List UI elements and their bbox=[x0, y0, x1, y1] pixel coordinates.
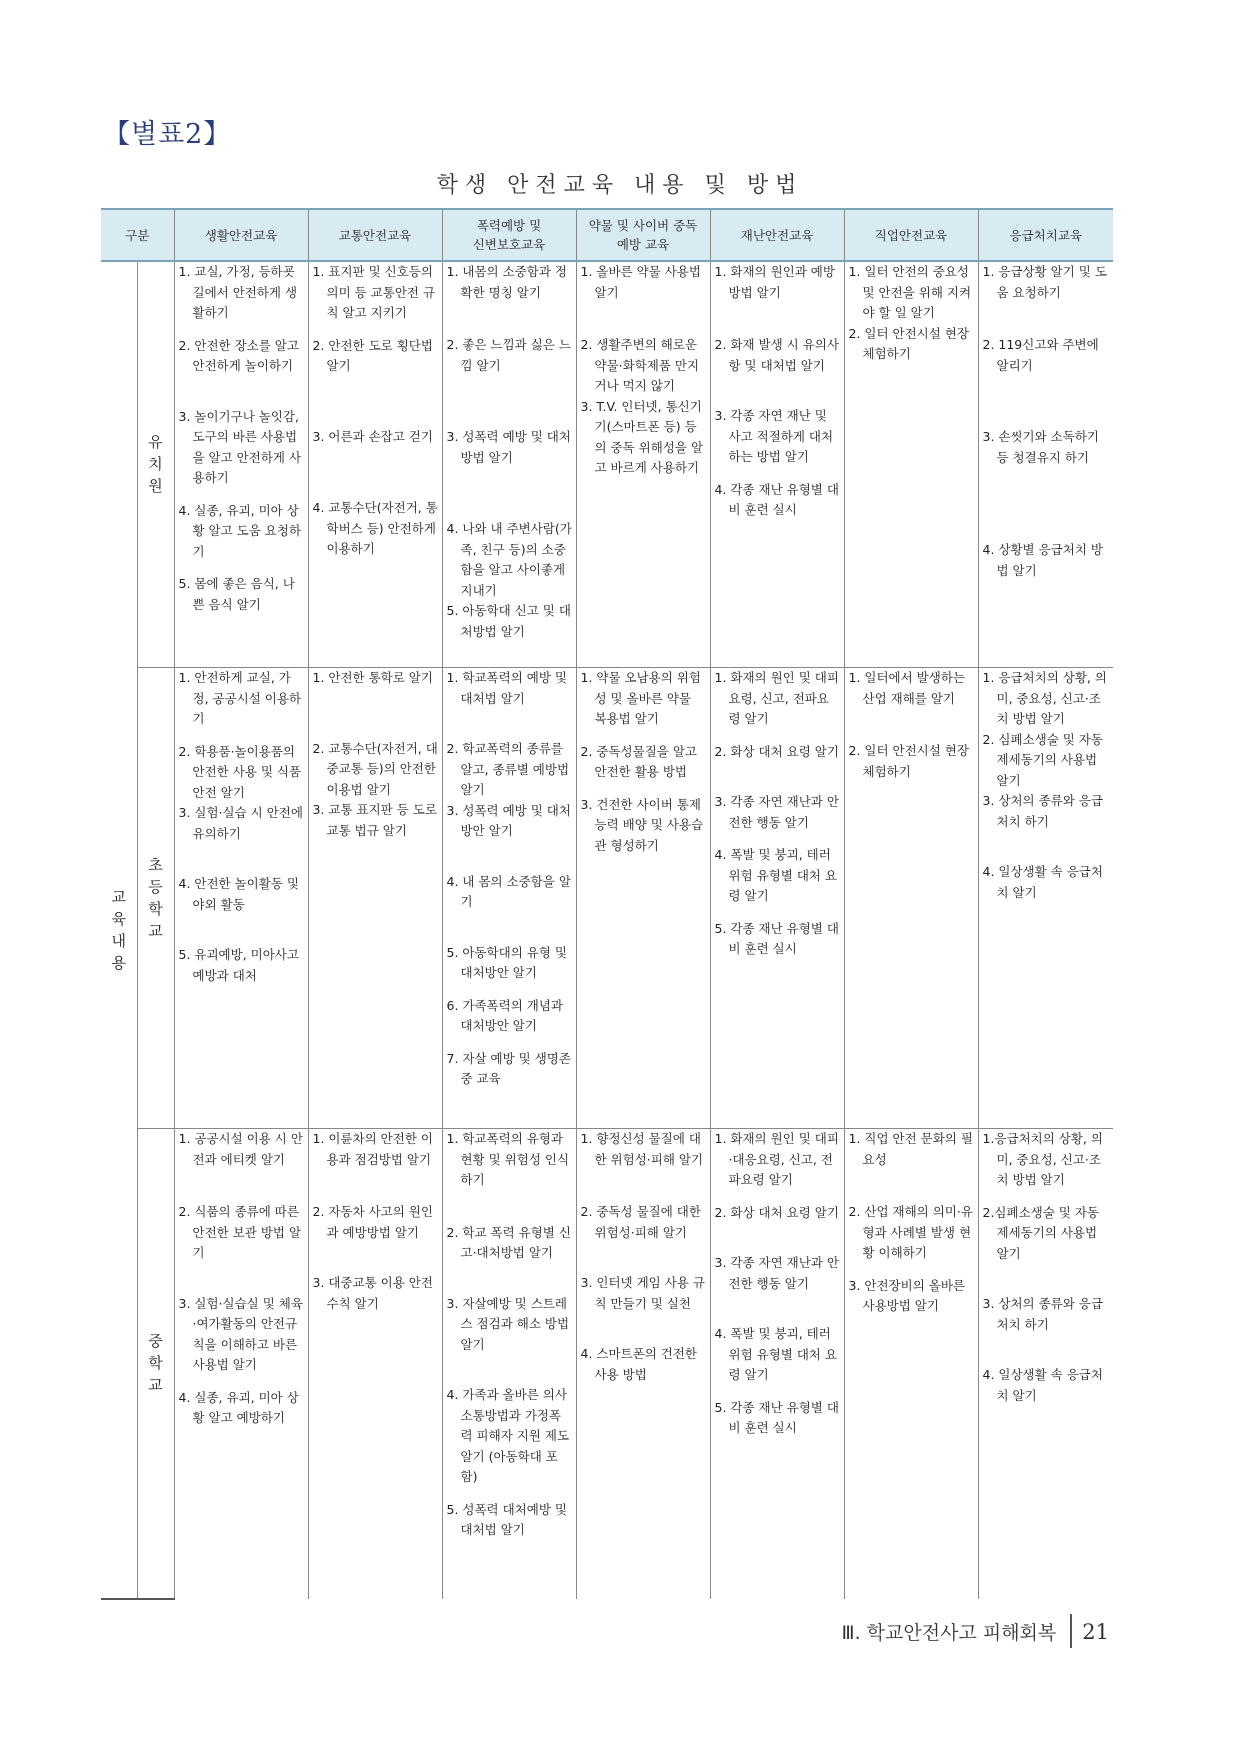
content-item: 2. 중독성물질을 알고 안전한 활용 방법 bbox=[580, 743, 697, 779]
content-item: 3. 대중교통 이용 안전수칙 알기 bbox=[312, 1275, 433, 1311]
content-item: 1. 표지판 및 신호등의 의미 등 교통안전 규칙 알고 지키기 bbox=[312, 264, 436, 320]
content-item: 5. 몸에 좋은 음식, 나쁜 음식 알기 bbox=[178, 576, 295, 612]
content-item: 2. 화상 대처 요령 알기 bbox=[714, 1204, 839, 1220]
content-item: 2. 생활주변의 해로운 약물·화학제품 만지거나 먹지 않기 bbox=[580, 337, 700, 393]
content-item: 3. 성폭력 예방 및 대처방안 알기 bbox=[446, 802, 571, 838]
content-item: 5. 아동학대의 유형 및 대처방안 알기 bbox=[446, 944, 567, 980]
content-item: 3. 자살예방 및 스트레스 점검과 해소 방법 알기 bbox=[446, 1295, 570, 1352]
content-item: 2. 학교폭력의 종류를 알고, 종류별 예방법 알기 bbox=[446, 741, 570, 797]
content-item: 1. 안전한 통학로 알기 bbox=[312, 670, 433, 685]
content-item: 1. 응급상황 알기 및 도움 요청하기 bbox=[982, 264, 1107, 300]
content-item: 2. 심폐소생술 및 자동제세동기의 사용법 알기 bbox=[982, 731, 1103, 788]
content-cell bbox=[710, 668, 844, 1129]
content-item: 3. 손씻기와 소독하기 등 청결유지 하기 bbox=[982, 429, 1099, 465]
content-item: 1. 안전하게 교실, 가정, 공공시설 이용하기 bbox=[178, 670, 302, 726]
row-group-label bbox=[101, 261, 137, 1599]
footer-section: Ⅲ. 학교안전사고 피해회복 bbox=[841, 1622, 1057, 1644]
content-item: 1. 교실, 가정, 등하굣길에서 안전하게 생활하기 bbox=[178, 264, 298, 320]
content-item: 2. 학교 폭력 유형별 신고·대처방법 알기 bbox=[446, 1224, 571, 1260]
content-cell bbox=[844, 1129, 978, 1600]
content-item: 2. 119신고와 주변에 알리기 bbox=[982, 337, 1099, 373]
content-item: 4. 안전한 놀이활동 및 야외 활동 bbox=[178, 876, 299, 912]
content-item: 1. 학교폭력의 예방 및 대처법 알기 bbox=[446, 670, 567, 706]
content-item: 3. 상처의 종류와 응급처치 하기 bbox=[982, 793, 1103, 829]
content-cell bbox=[978, 261, 1113, 668]
content-item: 1.응급처치의 상황, 의미, 중요성, 신고·조치 방법 알기 bbox=[982, 1131, 1103, 1187]
content-cell bbox=[576, 1129, 710, 1600]
content-item: 1. 내몸의 소중함과 정확한 명칭 알기 bbox=[446, 264, 567, 300]
content-item: 5. 유괴예방, 미아사고 예방과 대처 bbox=[178, 947, 299, 983]
level-row bbox=[101, 1129, 1113, 1600]
content-item: 4. 실종, 유괴, 미아 상황 알고 도움 요청하기 bbox=[178, 502, 302, 559]
content-item: 4. 폭발 및 붕괴, 테러 위험 유형별 대처 요령 알기 bbox=[714, 1326, 838, 1382]
content-cell bbox=[308, 668, 442, 1129]
content-item: 3. 실험·실습 시 안전에 유의하기 bbox=[178, 805, 303, 841]
content-item: 1. 화재의 원인과 예방방법 알기 bbox=[714, 264, 835, 300]
row-group-text: 교육내용 bbox=[111, 887, 126, 972]
content-cell bbox=[844, 668, 978, 1129]
document-title: 학생 안전교육 내용 및 방법 bbox=[436, 173, 804, 198]
content-item: 3. T.V. 인터넷, 통신기기(스마트폰 등) 등의 중독 위해성을 알고 바르게 사용하기 bbox=[580, 398, 704, 475]
content-item: 5. 성폭력 대처예방 및 대처법 알기 bbox=[446, 1501, 567, 1537]
content-item: 4. 각종 재난 유형별 대비 훈련 실시 bbox=[714, 481, 839, 517]
content-item: 4. 일상생활 속 응급처치 알기 bbox=[982, 864, 1103, 900]
content-item: 1. 일터 안전의 중요성 및 안전을 위해 지켜야 할 일 알기 bbox=[848, 264, 972, 320]
header-column: 폭력예방 및 신변보호교육 bbox=[442, 209, 576, 261]
content-item: 2. 좋은 느낌과 싫은 느낌 알기 bbox=[446, 337, 571, 373]
content-cell bbox=[308, 261, 442, 668]
safety-education-table bbox=[101, 208, 1113, 1600]
content-cell bbox=[576, 261, 710, 668]
content-item: 2. 일터 안전시설 현장 체험하기 bbox=[848, 743, 969, 779]
content-item: 7. 자살 예방 및 생명존중 교육 bbox=[446, 1050, 571, 1086]
content-cell bbox=[576, 668, 710, 1129]
header-category: 구분 bbox=[101, 209, 174, 261]
content-item: 1. 향정신성 물질에 대한 위험성·피해 알기 bbox=[580, 1131, 704, 1167]
level-row bbox=[101, 668, 1113, 1129]
content-item: 4. 상황별 응급처치 방법 알기 bbox=[982, 542, 1103, 578]
header-column: 약물 및 사이버 중독 예방 교육 bbox=[576, 209, 710, 261]
level-label bbox=[137, 668, 174, 1129]
content-item: 1. 약물 오남용의 위험성 및 올바른 약물 복용법 알기 bbox=[580, 670, 701, 726]
content-cell bbox=[442, 668, 576, 1129]
level-label-text: 유치원 bbox=[148, 433, 163, 496]
level-row bbox=[101, 261, 1113, 668]
content-item: 1. 화재의 원인 및 대피요령, 신고, 전파요령 알기 bbox=[714, 670, 839, 726]
content-item: 1. 이륜차의 안전한 이용과 점검방법 알기 bbox=[312, 1131, 433, 1167]
content-item: 2. 학용품·놀이용품의 안전한 사용 및 식품 안전 알기 bbox=[178, 743, 302, 800]
header-column: 직업안전교육 bbox=[844, 209, 978, 261]
content-cell bbox=[978, 668, 1113, 1129]
header-column: 생활안전교육 bbox=[174, 209, 308, 261]
content-item: 2.심폐소생술 및 자동제세동기의 사용법 알기 bbox=[982, 1204, 1099, 1261]
content-item: 1. 응급처치의 상황, 의미, 중요성, 신고·조치 방법 알기 bbox=[982, 670, 1107, 726]
level-label bbox=[137, 1129, 174, 1600]
content-cell bbox=[174, 1129, 308, 1600]
level-label bbox=[137, 261, 174, 668]
content-item: 2. 화재 발생 시 유의사항 및 대처법 알기 bbox=[714, 337, 839, 373]
content-cell bbox=[174, 668, 308, 1129]
content-item: 3. 놀이기구나 놀잇감, 도구의 바른 사용법을 알고 안전하게 사용하기 bbox=[178, 408, 302, 485]
content-item: 4. 내 몸의 소중함을 알기 bbox=[446, 873, 571, 909]
content-item: 4. 스마트폰의 건전한 사용 방법 bbox=[580, 1346, 697, 1382]
level-label-text: 초등학교 bbox=[148, 855, 163, 940]
content-item: 5. 각종 재난 유형별 대비 훈련 실시 bbox=[714, 1399, 839, 1435]
content-item: 1. 직업 안전 문화의 필요성 bbox=[848, 1131, 973, 1167]
content-item: 2. 안전한 장소를 알고 안전하게 놀이하기 bbox=[178, 337, 299, 373]
content-item: 1. 일터에서 발생하는 산업 재해를 알기 bbox=[848, 670, 965, 706]
content-item: 2. 안전한 도로 횡단법 알기 bbox=[312, 337, 433, 373]
content-item: 5. 각종 재난 유형별 대비 훈련 실시 bbox=[714, 920, 839, 956]
content-item: 4. 나와 내 주변사람(가족, 친구 등)의 소중함을 알고 사이좋게 지내기 bbox=[446, 521, 572, 598]
page-footer bbox=[842, 1618, 1110, 1648]
content-item: 4. 실종, 유괴, 미아 상황 알고 예방하기 bbox=[178, 1389, 299, 1425]
content-item: 2. 화상 대처 요령 알기 bbox=[714, 743, 839, 759]
content-cell bbox=[442, 261, 576, 668]
content-item: 1. 올바른 약물 사용법 알기 bbox=[580, 264, 701, 300]
section-label: 【별표2】 bbox=[103, 119, 232, 150]
header-column: 재난안전교육 bbox=[710, 209, 844, 261]
content-cell bbox=[978, 1129, 1113, 1600]
content-item: 3. 실험·실습실 및 체육·여가활동의 안전규칙을 이해하고 바른 사용법 알기 bbox=[178, 1295, 303, 1372]
content-cell bbox=[710, 1129, 844, 1600]
content-item: 4. 일상생활 속 응급처치 알기 bbox=[982, 1367, 1103, 1403]
content-cell bbox=[174, 261, 308, 668]
content-item: 2. 중독성 물질에 대한 위험성·피해 알기 bbox=[580, 1204, 701, 1240]
content-cell bbox=[308, 1129, 442, 1600]
content-item: 1. 공공시설 이용 시 안전과 에티켓 알기 bbox=[178, 1131, 303, 1167]
content-item: 3. 각종 자연 재난 및 사고 적절하게 대처하는 방법 알기 bbox=[714, 408, 834, 464]
level-label-text: 중학교 bbox=[148, 1332, 163, 1395]
content-item: 2. 일터 안전시설 현장 체험하기 bbox=[848, 325, 969, 361]
content-item: 3. 교통 표지판 등 도로 교통 법규 알기 bbox=[312, 802, 437, 838]
content-item: 1. 화재의 원인 및 대피·대응요령, 신고, 전파요령 알기 bbox=[714, 1131, 839, 1187]
content-item: 2. 교통수단(자전거, 대중교통 등)의 안전한 이용법 알기 bbox=[312, 740, 438, 797]
content-cell bbox=[844, 261, 978, 668]
content-item: 3. 건전한 사이버 통제 능력 배양 및 사용습관 형성하기 bbox=[580, 796, 704, 853]
header-column: 응급처치교육 bbox=[978, 209, 1113, 261]
content-item: 6. 가족폭력의 개념과 대처방안 알기 bbox=[446, 997, 563, 1033]
content-item: 2. 자동차 사고의 원인과 예방방법 알기 bbox=[312, 1204, 433, 1240]
content-cell bbox=[442, 1129, 576, 1600]
content-item: 4. 가족과 올바른 의사소통방법과 가정폭력 피해자 지원 제도 알기 (아동학대 포함) bbox=[446, 1387, 570, 1484]
content-item: 3. 인터넷 게임 사용 규칙 만들기 및 실천 bbox=[580, 1275, 705, 1311]
content-cell bbox=[710, 261, 844, 668]
content-item: 1. 학교폭력의 유형과 현황 및 위험성 인식하기 bbox=[446, 1131, 570, 1187]
content-item: 3. 각종 자연 재난과 안전한 행동 알기 bbox=[714, 794, 839, 830]
content-item: 5. 아동학대 신고 및 대처방법 알기 bbox=[446, 603, 571, 639]
content-item: 2. 산업 재해의 의미·유형과 사례별 발생 현황 이해하기 bbox=[848, 1204, 973, 1260]
content-item: 3. 각종 자연 재난과 안전한 행동 알기 bbox=[714, 1255, 839, 1291]
header-column: 교통안전교육 bbox=[308, 209, 442, 261]
content-item: 2. 식품의 종류에 따른 안전한 보관 방법 알기 bbox=[178, 1204, 302, 1260]
page-number: 21 bbox=[1082, 1620, 1109, 1644]
content-item: 3. 성폭력 예방 및 대처방법 알기 bbox=[446, 429, 571, 465]
header-row bbox=[101, 209, 1113, 261]
content-item: 4. 폭발 및 붕괴, 테러 위험 유형별 대처 요령 알기 bbox=[714, 847, 838, 903]
content-item: 3. 안전장비의 올바른 사용방법 알기 bbox=[848, 1277, 965, 1313]
content-item: 4. 교통수단(자전거, 통학버스 등) 안전하게 이용하기 bbox=[312, 500, 438, 556]
content-item: 3. 상처의 종류와 응급처치 하기 bbox=[982, 1296, 1103, 1332]
content-item: 3. 어른과 손잡고 걷기 bbox=[312, 428, 433, 444]
